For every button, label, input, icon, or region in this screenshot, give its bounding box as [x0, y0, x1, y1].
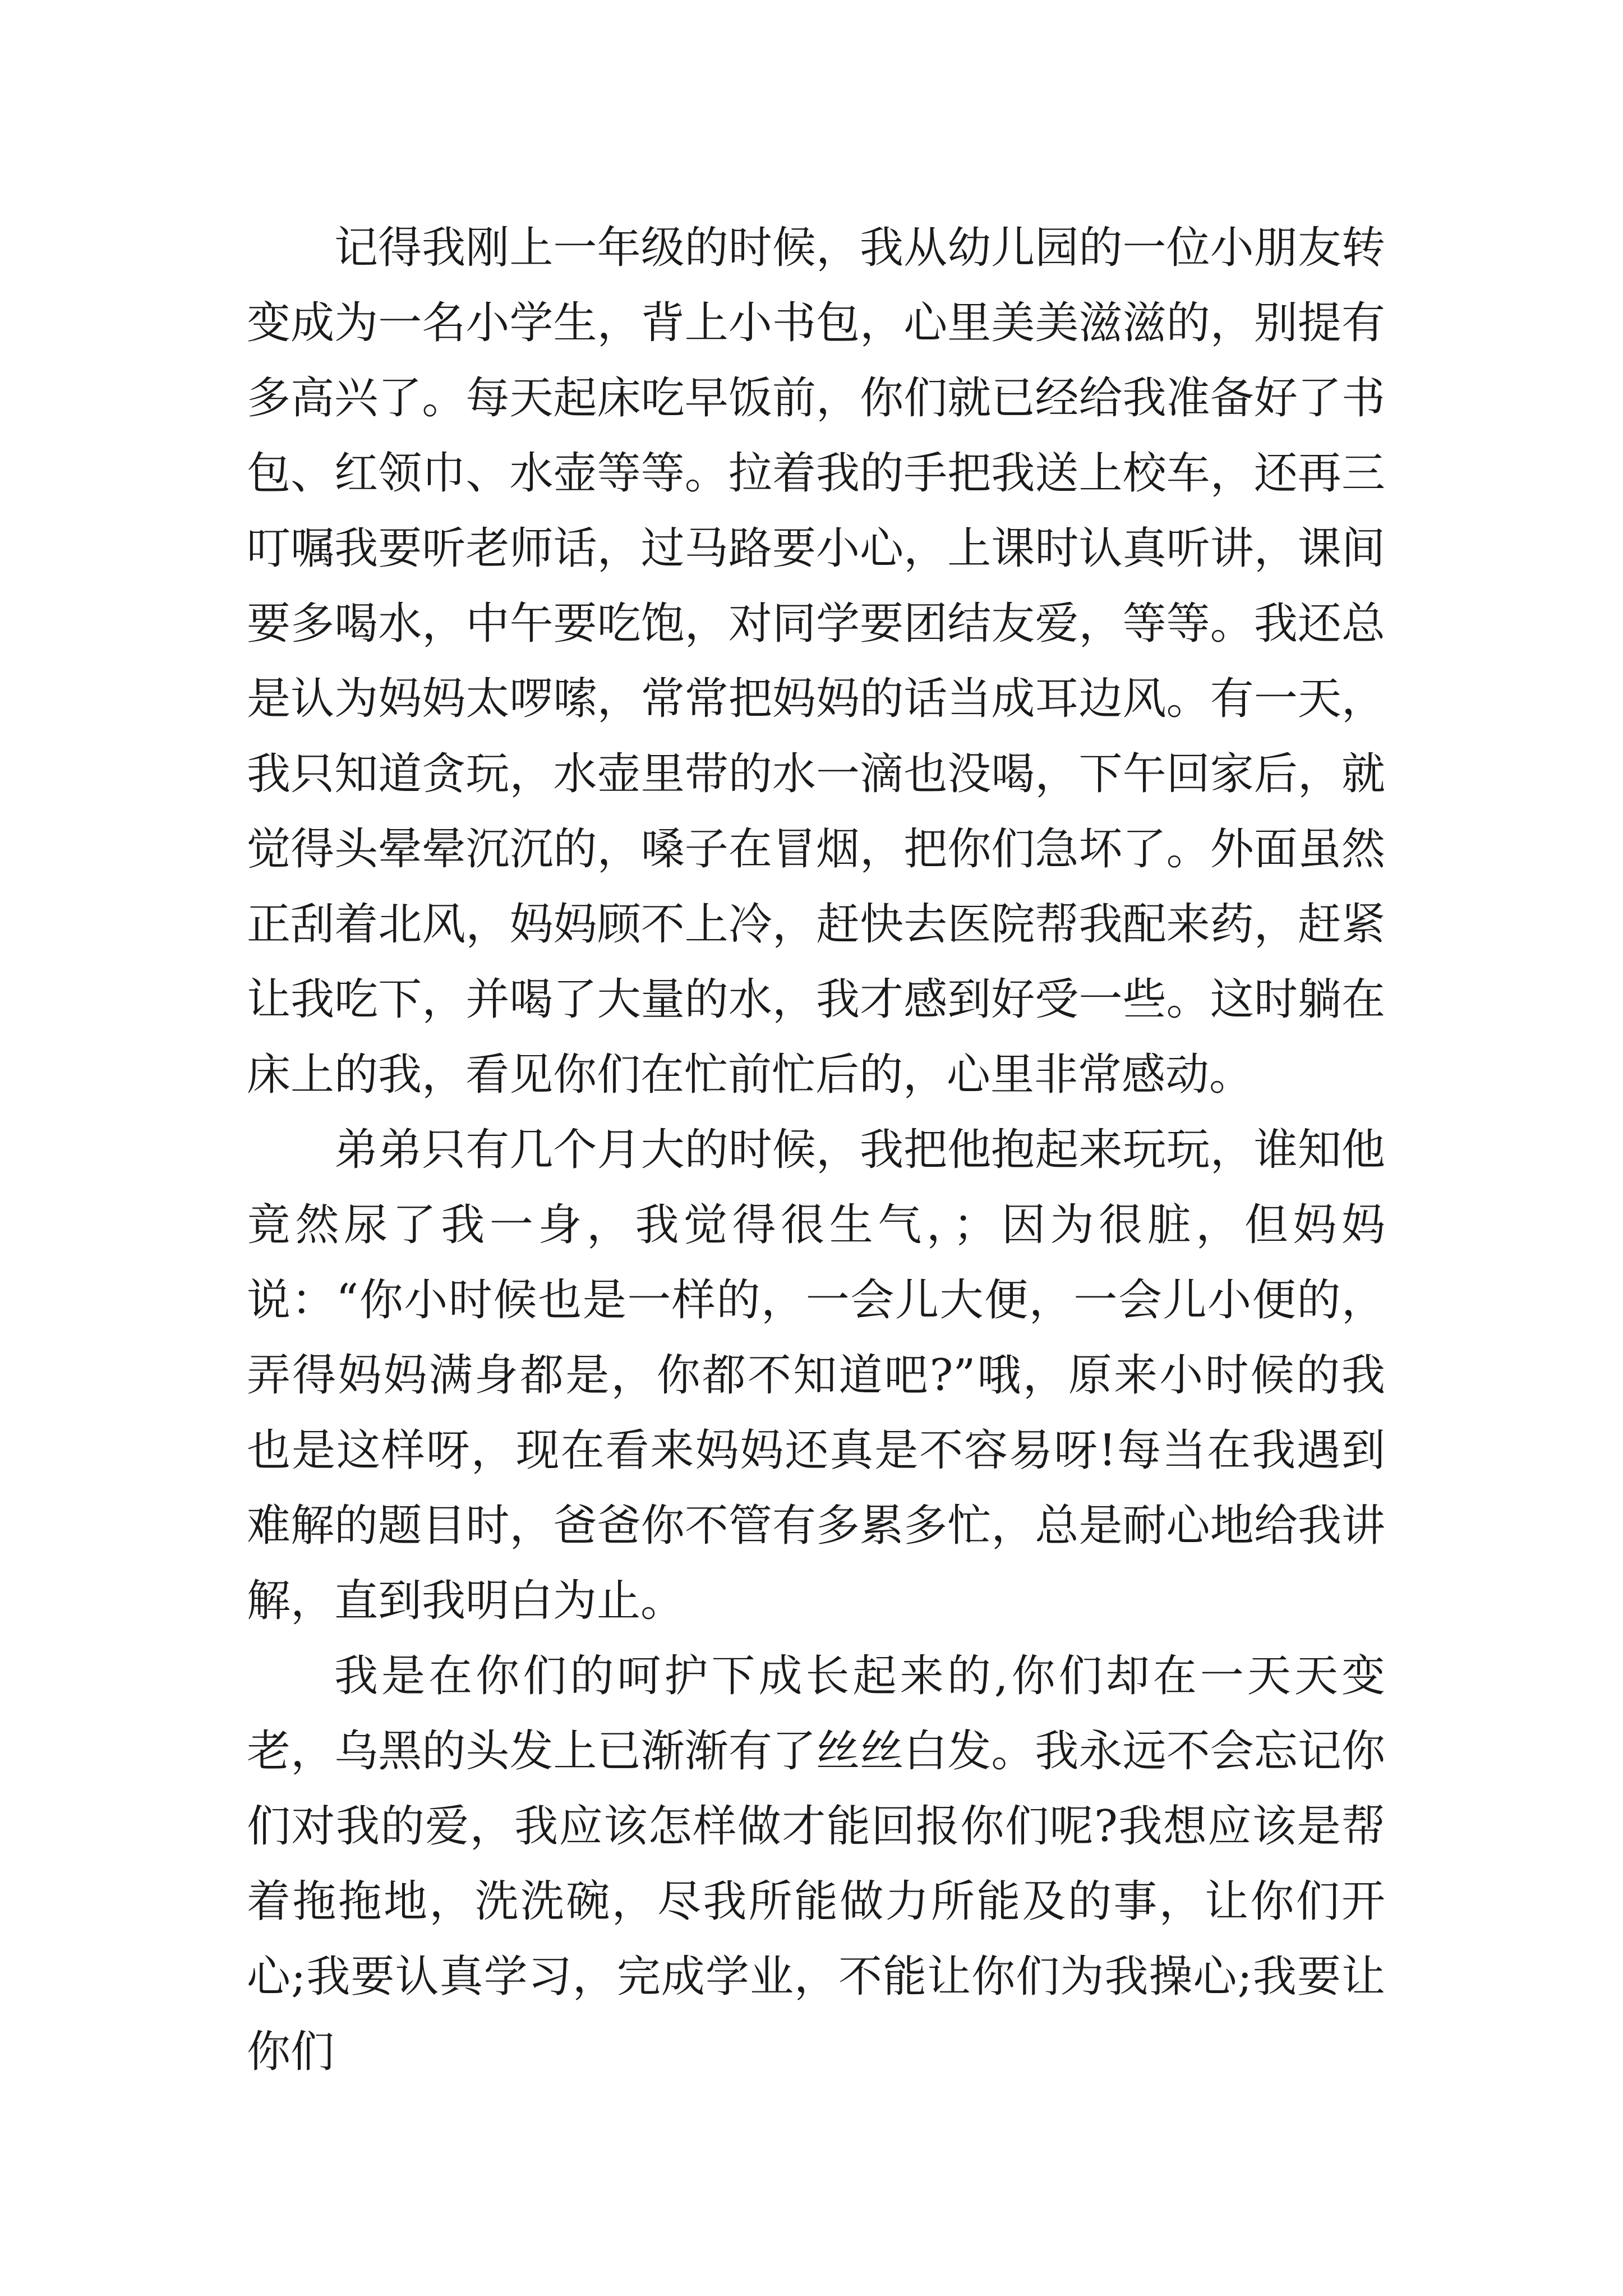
paragraph: 我是在你们的呵护下成长起来的,你们却在一天天变老，乌黑的头发上已渐渐有了丝丝白发。我永远不会忘记你们对我的爱，我应该怎样做才能回报你们呢?我想应该是帮着拖拖地，洗洗碗，尽我所能做力所能及的事，让你们开心;我要认真学习，完成学业，不能让你们为我操心;我要让你们 — [247, 1651, 1385, 2077]
paragraph: 弟弟只有几个月大的时候，我把他抱起来玩玩，谁知他竟然尿了我一身，我觉得很生气，；因为很脏，但妈妈说：“你小时候也是一样的，一会儿大便，一会儿小便的，弄得妈妈满身都是，你都不知道吧?”哦，原来小时候的我也是这样呀，现在看来妈妈还真是不容易呀!每当在我遇到难解的题目时，爸爸你不管有多累多忙，总是耐心地给我讲解，直到我明白为止。 — [247, 1125, 1385, 1626]
document-body — [247, 210, 1385, 2090]
paragraph: 记得我刚上一年级的时候，我从幼儿园的一位小朋友转变成为一名小学生，背上小书包，心里美美滋滋的，别提有多高兴了。每天起床吃早饭前，你们就已经给我准备好了书包、红领巾、水壶等等。拉着我的手把我送上校车，还再三叮嘱我要听老师话，过马路要小心，上课时认真听讲，课间要多喝水，中午要吃饱，对同学要团结友爱，等等。我还总是认为妈妈太啰嗦，常常把妈妈的话当成耳边风。有一天，我只知道贪玩，水壶里带的水一滴也没喝，下午回家后，就觉得头晕晕沉沉的，嗓子在冒烟，把你们急坏了。外面虽然正刮着北风，妈妈顾不上冷，赶快去医院帮我配来药，赶紧让我吃下，并喝了大量的水，我才感到好受一些。这时躺在床上的我，看见你们在忙前忙后的，心里非常感动。 — [247, 223, 1385, 1100]
